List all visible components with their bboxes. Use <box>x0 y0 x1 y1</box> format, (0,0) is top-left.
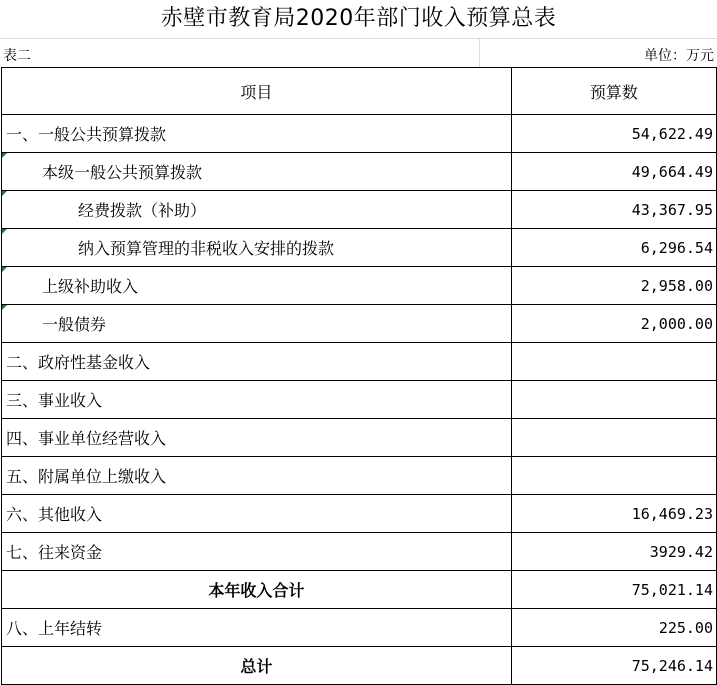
table-row <box>2 381 717 419</box>
table-row <box>2 115 717 153</box>
row-label: 本级一般公共预算拨款 <box>2 153 512 191</box>
table-row <box>2 533 717 571</box>
row-value: 54,622.49 <box>511 115 716 153</box>
row-value: 2,958.00 <box>511 267 716 305</box>
subtotal-row <box>2 571 717 609</box>
row-label: 一般债券 <box>2 305 512 343</box>
total-row <box>2 647 717 685</box>
subtotal-value: 75,021.14 <box>511 571 716 609</box>
row-value: 225.00 <box>511 609 716 647</box>
row-value <box>511 457 716 495</box>
row-label: 经费拨款（补助） <box>2 191 512 229</box>
cell-marker <box>2 305 7 310</box>
document-title: 赤壁市教育局2020年部门收入预算总表 <box>160 6 557 31</box>
table-row <box>2 191 717 229</box>
row-label: 纳入预算管理的非税收入安排的拨款 <box>2 229 512 267</box>
cell-marker <box>2 191 7 196</box>
row-label: 二、政府性基金收入 <box>2 343 512 381</box>
table-header-row <box>2 68 717 115</box>
table-row <box>2 153 717 191</box>
row-value <box>511 419 716 457</box>
header-budget: 预算数 <box>511 68 716 115</box>
row-value: 6,296.54 <box>511 229 716 267</box>
table-row <box>2 457 717 495</box>
row-value: 43,367.95 <box>511 191 716 229</box>
row-value <box>511 343 716 381</box>
cell-marker <box>2 267 7 272</box>
row-label: 一、一般公共预算拨款 <box>2 115 512 153</box>
total-value: 75,246.14 <box>511 647 716 685</box>
budget-table <box>1 67 717 685</box>
row-label: 七、往来资金 <box>2 533 512 571</box>
row-value <box>511 381 716 419</box>
row-value: 49,664.49 <box>511 153 716 191</box>
row-label: 四、事业单位经营收入 <box>2 419 512 457</box>
table-row <box>2 229 717 267</box>
row-label: 六、其他收入 <box>2 495 512 533</box>
row-label: 上级补助收入 <box>2 267 512 305</box>
table-number: 表二 <box>3 48 31 64</box>
cell-marker <box>2 229 7 234</box>
table-row <box>2 267 717 305</box>
row-value: 3929.42 <box>511 533 716 571</box>
header-item: 项目 <box>2 68 512 115</box>
row-label: 五、附属单位上缴收入 <box>2 457 512 495</box>
subtotal-label: 本年收入合计 <box>2 571 512 609</box>
unit-label: 单位：万元 <box>644 48 714 64</box>
table-row <box>2 495 717 533</box>
table-row <box>2 305 717 343</box>
total-label: 总计 <box>2 647 512 685</box>
table-row <box>2 419 717 457</box>
row-label: 三、事业收入 <box>2 381 512 419</box>
row-value: 2,000.00 <box>511 305 716 343</box>
table-row <box>2 343 717 381</box>
row-value: 16,469.23 <box>511 495 716 533</box>
cell-marker <box>2 153 7 158</box>
table-row <box>2 609 717 647</box>
row-label: 八、上年结转 <box>2 609 512 647</box>
